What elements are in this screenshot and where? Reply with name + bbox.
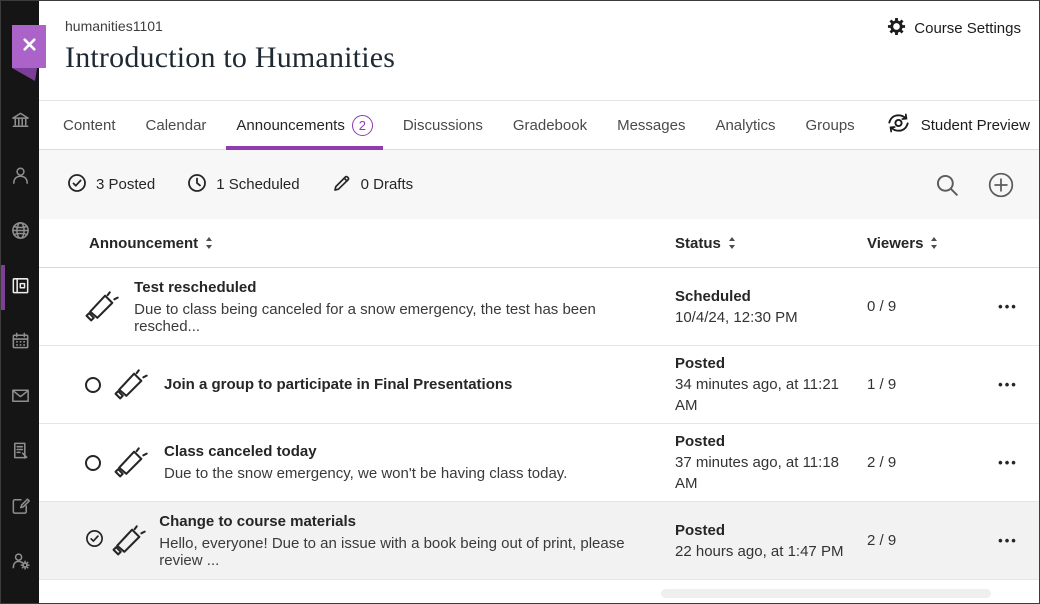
- close-icon: [22, 37, 37, 57]
- calendar-icon: [10, 330, 31, 356]
- sort-icon: [930, 236, 938, 250]
- tab-label: Discussions: [402, 116, 483, 134]
- gradebook-icon: [10, 440, 31, 466]
- row-options-button[interactable]: •••: [998, 377, 1018, 392]
- announcement-title[interactable]: Change to course materials: [159, 512, 356, 530]
- filter-drafts[interactable]: [332, 173, 414, 197]
- tab-label: Gradebook: [512, 116, 588, 134]
- status-cell: [675, 431, 867, 494]
- megaphone-icon: [85, 291, 134, 322]
- tab-label: Announcements: [236, 116, 345, 134]
- course-settings-label: Course Settings: [914, 20, 1021, 37]
- tab-label: Calendar: [145, 116, 207, 134]
- status-timestamp: 22 hours ago, at 1:47 PM: [675, 542, 844, 560]
- pencil-icon: [332, 173, 352, 197]
- viewers-header-label: Viewers: [867, 234, 924, 252]
- viewers-cell: [867, 298, 977, 315]
- status-cell: [675, 353, 867, 416]
- main-content: [39, 1, 1039, 603]
- sidebar-item-compose[interactable]: [1, 480, 39, 535]
- filter-scheduled-label: 1 Scheduled: [216, 176, 300, 193]
- course-id-breadcrumb: humanities1101: [65, 18, 163, 34]
- tab-discussions[interactable]: [403, 101, 483, 149]
- clock-icon: [187, 173, 207, 197]
- globe-icon: [10, 220, 31, 246]
- course-tab-bar: [39, 101, 1039, 150]
- sidebar-item-globe[interactable]: [1, 205, 39, 260]
- status-timestamp: 37 minutes ago, at 11:18 AM: [675, 454, 840, 492]
- tab-label: Analytics: [715, 116, 776, 134]
- row-options-button[interactable]: •••: [998, 299, 1018, 314]
- tab-announcements[interactable]: [236, 101, 372, 149]
- status-cell: [675, 520, 867, 562]
- announcement-description: Due to the snow emergency, we won't be having class today.: [164, 465, 568, 482]
- course-settings-button[interactable]: [887, 17, 1021, 40]
- row-select[interactable]: [85, 529, 112, 553]
- tab-analytics[interactable]: [715, 101, 775, 149]
- tab-badge: 2: [352, 115, 373, 136]
- sidebar-item-mail[interactable]: [1, 370, 39, 425]
- menu-cell: [977, 377, 1039, 392]
- student-preview-icon: [885, 112, 912, 138]
- sidebar-item-courses[interactable]: [1, 260, 39, 315]
- status-label: Scheduled: [675, 287, 751, 305]
- megaphone-icon: [114, 369, 164, 400]
- unread-circle-icon[interactable]: [85, 377, 101, 393]
- compose-icon: [10, 495, 31, 521]
- announcement-cell: [39, 269, 675, 345]
- courses-icon: [10, 275, 31, 301]
- tab-label: Content: [63, 116, 116, 134]
- filter-actions: [935, 171, 1015, 199]
- tab-gradebook[interactable]: [513, 101, 587, 149]
- announcement-text: [159, 513, 675, 569]
- status-cell: [675, 286, 867, 328]
- tab-label: Groups: [805, 116, 855, 134]
- tab-label: Messages: [617, 116, 686, 134]
- sidebar-item-admin[interactable]: [1, 535, 39, 590]
- gear-icon: [887, 17, 906, 40]
- course-title: Introduction to Humanities: [65, 41, 396, 74]
- announcement-row[interactable]: [39, 268, 1039, 346]
- student-preview-button[interactable]: [885, 112, 1030, 138]
- announcement-title[interactable]: Join a group to participate in Final Presentations: [164, 376, 513, 393]
- announcement-text: [164, 376, 530, 393]
- horizontal-scrollbar-thumb[interactable]: [661, 589, 991, 598]
- announcement-title[interactable]: Class canceled today: [164, 443, 317, 460]
- announcement-description: Hello, everyone! Due to an issue with a book being out of print, please review ...: [159, 534, 625, 569]
- profile-icon: [10, 165, 31, 191]
- tab-content[interactable]: [63, 101, 116, 149]
- announcement-text: [134, 279, 675, 335]
- announcement-row[interactable]: [39, 424, 1039, 502]
- sort-icon: [205, 236, 213, 250]
- announcement-description: Due to class being canceled for a snow emergency, the test has been resched...: [134, 300, 596, 335]
- announcements-filter-bar: [39, 150, 1039, 219]
- announcement-title[interactable]: Test rescheduled: [134, 278, 257, 296]
- global-nav-sidebar: [1, 1, 39, 603]
- add-announcement-button[interactable]: [987, 171, 1015, 199]
- row-options-button[interactable]: •••: [998, 455, 1018, 470]
- status-label: Posted: [675, 433, 726, 450]
- status-label: Posted: [675, 355, 726, 372]
- sidebar-item-institution[interactable]: [1, 95, 39, 150]
- sidebar-item-gradebook[interactable]: [1, 425, 39, 480]
- column-header-viewers[interactable]: [867, 235, 977, 252]
- search-button[interactable]: [935, 173, 959, 197]
- viewers-count: 2 / 9: [867, 532, 897, 549]
- filter-scheduled[interactable]: [187, 173, 299, 197]
- close-course-button[interactable]: [12, 25, 46, 68]
- menu-cell: [977, 533, 1039, 548]
- announcement-cell: [39, 359, 675, 410]
- announcement-rows: [39, 268, 1039, 580]
- announcement-cell: [39, 503, 675, 579]
- tab-groups[interactable]: [805, 101, 854, 149]
- filter-posted-label: 3 Posted: [96, 176, 156, 193]
- filter-drafts-label: 0 Drafts: [360, 176, 414, 193]
- tab-list: [63, 101, 885, 149]
- menu-cell: [977, 455, 1039, 470]
- mail-icon: [10, 385, 31, 411]
- announcement-cell: [39, 433, 675, 492]
- institution-icon: [10, 110, 31, 136]
- tab-messages[interactable]: [617, 101, 685, 149]
- sort-icon: [728, 236, 736, 250]
- viewers-cell: [867, 532, 977, 549]
- menu-cell: [977, 299, 1039, 314]
- announcement-text: [164, 443, 585, 482]
- viewers-cell: [867, 376, 977, 393]
- course-header: [39, 1, 1039, 101]
- read-check-icon[interactable]: [85, 529, 104, 553]
- announcements-table: [39, 219, 1039, 580]
- status-header-label: Status: [675, 234, 721, 252]
- student-preview-label: Student Preview: [920, 116, 1030, 134]
- megaphone-icon: [112, 525, 159, 556]
- column-header-status[interactable]: [675, 235, 867, 252]
- sidebar-item-profile[interactable]: [1, 150, 39, 205]
- tab-calendar[interactable]: [146, 101, 207, 149]
- admin-icon: [10, 550, 31, 576]
- table-header-row: [39, 219, 1039, 268]
- row-select[interactable]: [85, 455, 114, 471]
- viewers-count: 1 / 9: [867, 376, 897, 393]
- status-timestamp: 34 minutes ago, at 11:21 AM: [675, 376, 840, 414]
- announcement-row[interactable]: [39, 346, 1039, 424]
- megaphone-icon: [114, 447, 164, 478]
- sidebar-item-calendar[interactable]: [1, 315, 39, 370]
- viewers-count: 2 / 9: [867, 454, 897, 471]
- row-select[interactable]: [85, 377, 114, 393]
- viewers-cell: [867, 454, 977, 471]
- viewers-count: 0 / 9: [867, 298, 897, 315]
- unread-circle-icon[interactable]: [85, 455, 101, 471]
- status-timestamp: 10/4/24, 12:30 PM: [675, 308, 798, 326]
- announcement-header-label: Announcement: [89, 234, 199, 252]
- announcement-row[interactable]: [39, 502, 1039, 580]
- posted-check-icon: [67, 173, 87, 197]
- filter-posted[interactable]: [67, 173, 155, 197]
- status-label: Posted: [675, 521, 726, 539]
- row-options-button[interactable]: •••: [998, 533, 1018, 548]
- column-header-announcement[interactable]: [39, 235, 675, 252]
